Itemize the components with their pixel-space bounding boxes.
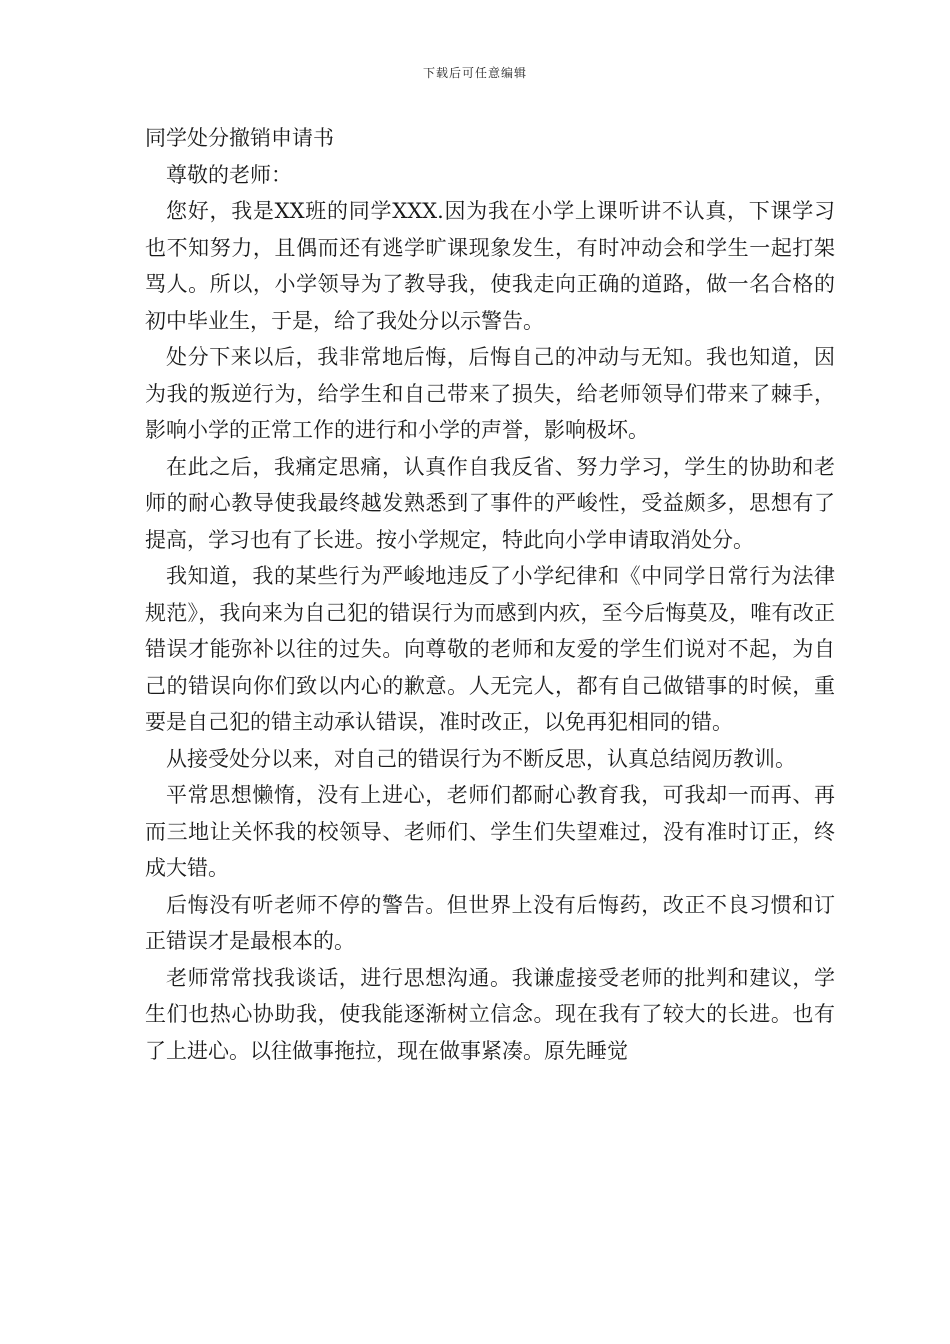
paragraph: 我知道，我的某些行为严峻地违反了小学纪律和《中同学日常行为法律规范》，我向来为自己犯的错误行为而感到内疚，至今后悔莫及，唯有改正错误才能弥补以往的过失。向尊敬的老师和友爱的学生们说对不起，为自己的错误向你们致以内心的歉意。人无完人，都有自己做错事的时候，重要是自己犯的错主动承认错误，准时改正，以免再犯相同的错。 <box>145 564 835 734</box>
page-header-note: 下载后可任意编辑 <box>422 66 527 80</box>
salutation: 尊敬的老师： <box>166 162 292 187</box>
paragraph: 平常思想懒惰，没有上进心，老师们都耐心教育我，可我却一而再、再而三地让关怀我的校领导、老师们、学生们失望难过，没有准时订正，终成大错。 <box>145 783 835 880</box>
paragraph: 后悔没有听老师不停的警告。但世界上没有后悔药，改正不良习惯和订正错误才是最根本的。 <box>145 892 835 953</box>
paragraph: 从接受处分以来，对自己的错误行为不断反思，认真总结阅历教训。 <box>166 746 796 771</box>
document-body <box>145 120 835 1069</box>
paragraph: 在此之后，我痛定思痛，认真作自我反省、努力学习，学生的协助和老师的耐心教导使我最终越发熟悉到了事件的严峻性，受益颇多，思想有了提高，学习也有了长进。按小学规定，特此向小学申请取消处分。 <box>145 454 835 552</box>
document-title: 同学处分撤销申请书 <box>145 126 334 150</box>
paragraph: 老师常常找我谈话，进行思想沟通。我谦虚接受老师的批判和建议，学生们也热心协助我，使我能逐渐树立信念。现在我有了较大的长进。也有了上进心。以往做事拖拉，现在做事紧凑。原先睡觉 <box>145 965 835 1063</box>
paragraph: 处分下来以后，我非常地后悔，后悔自己的冲动与无知。我也知道，因为我的叛逆行为，给学生和自己带来了损失，给老师领导们带来了棘手，影响小学的正常工作的进行和小学的声誉，影响极坏。 <box>145 345 835 442</box>
paragraph: 您好，我是XX班的同学XXX.因为我在小学上课听讲不认真，下课学习也不知努力，且偶而还有逃学旷课现象发生，有时冲动会和学生一起打架骂人。所以，小学领导为了教导我，使我走向正确的道路，做一名合格的初中毕业生，于是，给了我处分以示警告。 <box>145 199 835 333</box>
